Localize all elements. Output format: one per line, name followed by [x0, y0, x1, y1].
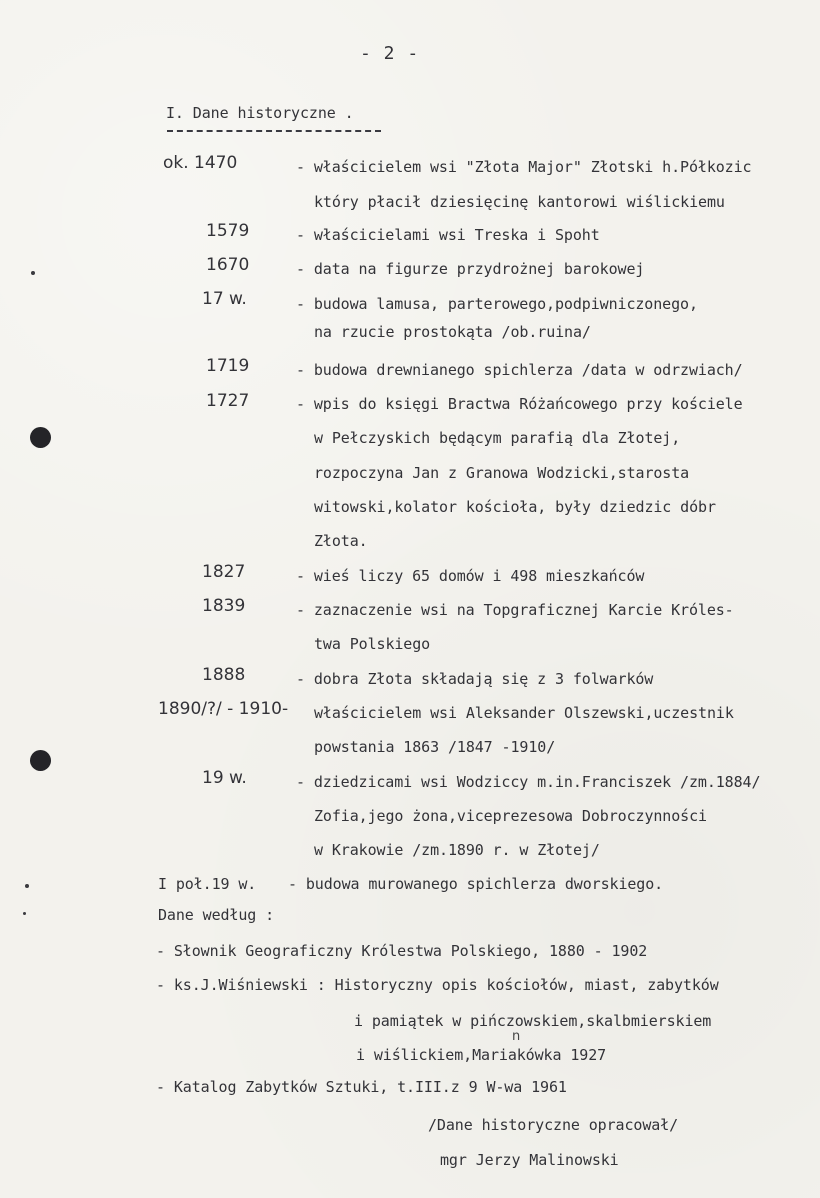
entry-continuation: twa Polskiego — [314, 635, 431, 653]
entry-text: - budowa lamusa, parterowego,podpiwniczonego, — [296, 295, 698, 313]
entry-text: - budowa drewnianego spichlerza /data w odrzwiach/ — [296, 361, 743, 379]
entry-year: 1727 — [206, 391, 250, 411]
entry-year: 1827 — [202, 562, 246, 582]
section-title: I. Dane historyczne . — [166, 104, 354, 122]
scan-dot — [23, 912, 26, 915]
entry-year: ok. 1470 — [163, 153, 238, 173]
source-item: - Słownik Geograficzny Królestwa Polskiego, 1880 - 1902 — [156, 942, 648, 960]
entry-continuation: który płacił dziesięcinę kantorowi wiślickiemu — [314, 193, 725, 211]
source-item: - Katalog Zabytków Sztuki, t.III.z 9 W-wa 1961 — [156, 1078, 567, 1096]
source-item-continuation: i pamiątek w pińczowskiem,skalbmierskiem — [354, 1012, 712, 1030]
scan-dot — [25, 884, 29, 888]
punch-hole-top — [30, 427, 51, 448]
prepared-by-note: /Dane historyczne opracował/ — [428, 1116, 679, 1134]
punch-hole-bottom — [30, 750, 51, 771]
entry-continuation: rozpoczyna Jan z Granowa Wodzicki,starosta — [314, 464, 690, 482]
entry-year: 1839 — [202, 596, 246, 616]
sources-heading: Dane według : — [158, 906, 275, 924]
page-number: - 2 - — [360, 43, 420, 64]
entry-year: 1890/?/ - 1910- — [158, 699, 289, 719]
first-half-label: I poł.19 w. — [158, 875, 257, 893]
handwritten-correction-mark: n — [512, 1029, 521, 1044]
entry-text: - data na figurze przydrożnej barokowej — [296, 260, 645, 278]
author-name: mgr Jerzy Malinowski — [440, 1151, 619, 1169]
entry-continuation: witowski,kolator kościoła, były dziedzic dóbr — [314, 498, 716, 516]
entry-year: 19 w. — [202, 768, 247, 788]
entry-continuation: w Pełczyskich będącym parafią dla Złotej, — [314, 429, 681, 447]
source-item-continuation: i wiślickiem,Mariakówka 1927 — [356, 1046, 607, 1064]
scan-dot — [31, 271, 35, 275]
entry-year: 17 w. — [202, 289, 247, 309]
entry-year: 1888 — [202, 665, 246, 685]
entry-continuation: w Krakowie /zm.1890 r. w Złotej/ — [314, 841, 600, 859]
entry-continuation: powstania 1863 /1847 -1910/ — [314, 738, 556, 756]
entry-continuation: Złota. — [314, 532, 368, 550]
entry-text: - właścicielami wsi Treska i Spoht — [296, 226, 600, 244]
source-item: - ks.J.Wiśniewski : Historyczny opis kościołów, miast, zabytków — [156, 976, 719, 994]
entry-text: - zaznaczenie wsi na Topgraficznej Karcie Króles- — [296, 601, 734, 619]
entry-text: - dziedzicami wsi Wodziccy m.in.Franciszek /zm.1884/ — [296, 773, 761, 791]
entry-text: - wpis do księgi Bractwa Różańcowego przy kościele — [296, 395, 743, 413]
first-half-text: - budowa murowanego spichlerza dworskiego. — [288, 875, 664, 893]
entry-year: 1719 — [206, 356, 250, 376]
entry-continuation: Zofia,jego żona,viceprezesowa Dobroczynności — [314, 807, 707, 825]
entry-year: 1670 — [206, 255, 250, 275]
entry-text: - właścicielem wsi "Złota Major" Złotski h.Półkozic — [296, 158, 752, 176]
entry-text: właścicielem wsi Aleksander Olszewski,uczestnik — [314, 704, 734, 722]
entry-continuation: na rzucie prostokąta /ob.ruina/ — [314, 323, 591, 341]
entry-text: - wieś liczy 65 domów i 498 mieszkańców — [296, 567, 645, 585]
entry-text: - dobra Złota składają się z 3 folwarków — [296, 670, 654, 688]
section-title-underline — [167, 130, 381, 132]
entry-year: 1579 — [206, 221, 250, 241]
